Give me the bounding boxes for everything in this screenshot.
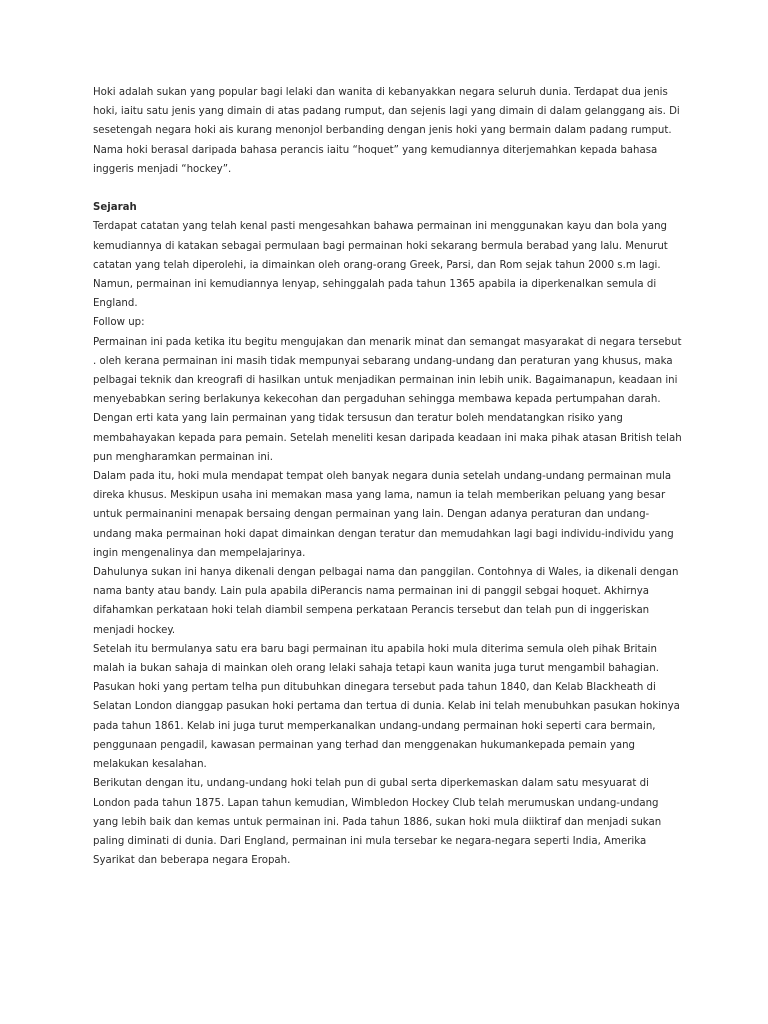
intro-paragraph: Nama hoki berasal daripada bahasa perancis iaitu “hoquet” yang kemudiannya diterjemahkan kepada bahasa inggeris menjadi “hockey”. [93, 144, 658, 175]
history-paragraph: Permainan ini pada ketika itu begitu mengujakan dan menarik minat dan semangat masyarakat di negara tersebut . oleh kerana permainan ini masih tidak mempunyai sebarang undang-undang dan peraturan yang khusus, maka pelbagai teknik dan kreografi di hasilkan untuk menjadikan permainan inin lebih unik. Bagaimanapun, keadaan ini menyebabkan sering berlakunya kekecohan dan pergaduhan sehingga membawa kepada pertumpahan darah. Dengan erti kata yang lain permainan yang tidak tersusun dan teratur boleh mendatangkan risiko yang membahayakan kepada para pemain. Setelah meneliti kesan daripada keadaan ini maka pihak atasan British telah pun mengharamkan permainan ini. [93, 336, 682, 463]
history-paragraph: Dalam pada itu, hoki mula mendapat tempat oleh banyak negara dunia setelah undang-undang permainan mula direka khusus. Meskipun usaha ini memakan masa yang lama, namun ia telah memberikan peluang yang besar untuk permainanini menapak bersaing dengan permainan yang lain. Dengan adanya peraturan dan undang-undang maka permainan hoki dapat dimainkan dengan teratur dan memudahkan lagi bagi individu-individu yang ingin mengenalinya dan mempelajarinya. [93, 471, 674, 559]
history-paragraph: Terdapat catatan yang telah kenal pasti mengesahkan bahawa permainan ini menggunakan kayu dan bola yang kemudiannya di katakan sebagai permulaan bagi permainan hoki sekarang bermula berabad yang lalu. Menurut catatan yang telah diperolehi, ia dimainkan oleh orang-orang Greek, Parsi, dan Rom sejak tahun 2000 s.m lagi. Namun, permainan ini kemudiannya lenyap, sehinggalah pada tahun 1365 apabila ia diperkenalkan semula di England. [93, 221, 668, 310]
history-paragraph: Setelah itu bermulanya satu era baru bagi permainan itu apabila hoki mula diterima semula oleh pihak Britain malah ia bukan sahaja di mainkan oleh orang lelaki sahaja tetapi kaun wanita juga turut mengambil bahagian. Pasukan hoki yang pertam telha pun ditubuhkan dinegara tersebut pada tahun 1840, dan Kelab Blackheath di Selatan London dianggap pasukan hoki pertama dan tertua di dunia. Kelab ini telah menubuhkan pasukan hokinya pada tahun 1861. Kelab ini juga turut memperkanalkan undang-undang permainan hoki seperti cara bermain, penggunaan pengadil, kawasan permainan yang terhad dan menggenakan hukumankepada pemain yang melakukan kesalahan. [93, 643, 680, 771]
intro-paragraph: Hoki adalah sukan yang popular bagi lelaki dan wanita di kebanyakkan negara seluruh dunia. Terdapat dua jenis hoki, iaitu satu jenis yang dimain di atas padang rumput, dan sejenis lagi yang dimain di dalam gelanggang ais. Di sesetengah negara hoki ais kurang menonjol berbanding dengan jenis hoki yang bermain dalam padang rumput. [93, 87, 680, 137]
history-paragraph: Berikutan dengan itu, undang-undang hoki telah pun di gubal serta diperkemaskan dalam satu mesyuarat di London pada tahun 1875. Lapan tahun kemudian, Wimbledon Hockey Club telah merumuskan undang-undang yang lebih baik dan kemas untuk permainan ini. Pada tahun 1886, sukan hoki mula diiktiraf dan menjadi sukan paling diminati di dunia. Dari England, permainan ini mula tersebar ke negara-negara seperti India, Amerika Syarikat dan beberapa negara Eropah. [93, 778, 662, 867]
document-body [93, 83, 685, 870]
history-paragraph: Dahulunya sukan ini hanya dikenali dengan pelbagai nama dan panggilan. Contohnya di Wales, ia dikenali dengan nama banty atau bandy. Lain pula apabila diPerancis nama permainan ini di panggil sebgai hoquet. Akhirnya difahamkan perkataan hoki telah diambil sempena perkataan Perancis tersebut dan telah pun di inggeriskan menjadi hockey. [93, 567, 679, 636]
section-heading: Sejarah [93, 202, 137, 214]
paragraph-spacer [93, 179, 685, 198]
follow-up-label: Follow up: [93, 317, 145, 329]
